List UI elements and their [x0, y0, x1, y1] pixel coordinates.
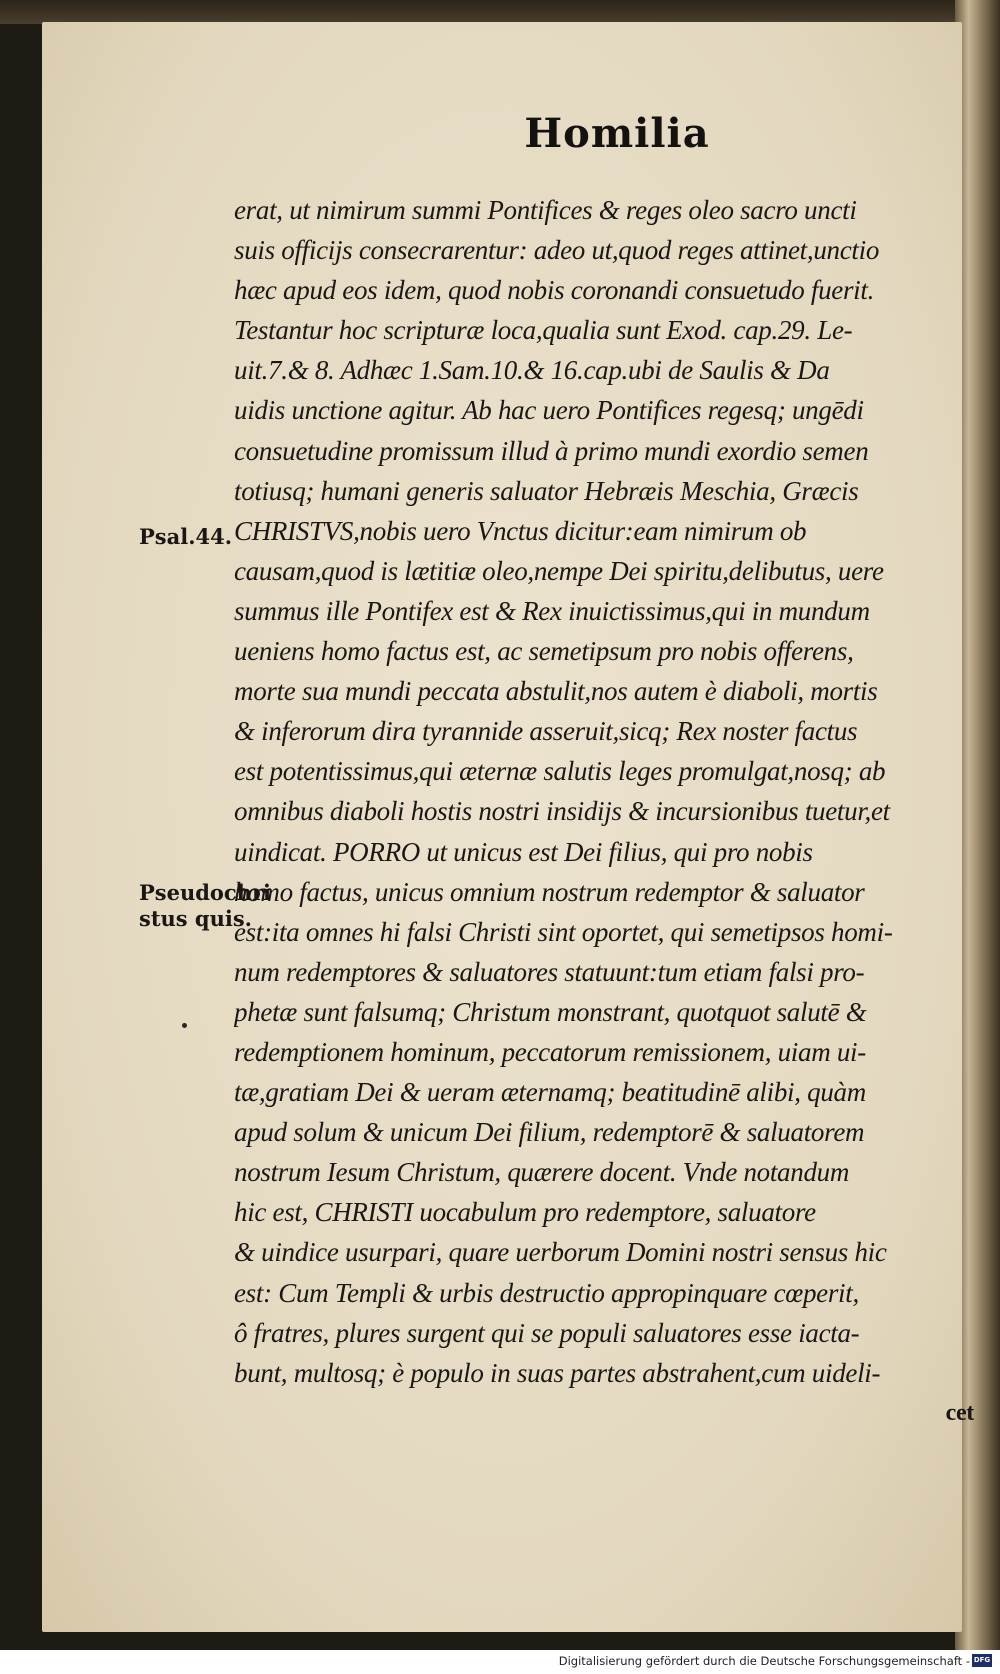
text-line: consuetudine promissum illud à primo mundi exordio semen — [234, 435, 869, 466]
text-line: est potentissimus,qui æternæ salutis leges promulgat,nosq; ab — [234, 756, 886, 787]
ink-dot — [182, 1023, 187, 1028]
marginal-note-text: stus quis. — [139, 906, 252, 931]
text-line: hic est, CHRISTI uocabulum pro redemptore, saluatore — [234, 1197, 816, 1228]
text-line: Testantur hoc scripturæ loca,qualia sunt Exod. cap.29. Le- — [234, 315, 853, 346]
text-line: summus ille Pontifex est & Rex inuictissimus,qui in mundum — [234, 595, 870, 626]
text-line: omnibus diaboli hostis nostri insidijs & incursionibus tuetur,et — [234, 796, 890, 827]
dfg-logo: DFG — [972, 1654, 992, 1667]
marginal-note-text: Psal.44. — [139, 524, 233, 549]
book-page — [42, 22, 974, 1632]
digitization-footer — [0, 1650, 1000, 1674]
text-line: num redemptores & saluatores statuunt:tum etiam falsi pro- — [234, 956, 865, 987]
catchword: cet — [945, 1399, 974, 1426]
marginal-note-text: Pseudochri — [139, 880, 272, 905]
text-line: causam,quod is lætitiæ oleo,nempe Dei spiritu,delibutus, uere — [234, 555, 884, 586]
text-line: est:ita omnes hi falsi Christi sint oportet, qui semetipsos homi- — [234, 916, 893, 947]
text-line: phetæ sunt falsumq; Christum monstrant, quotquot salutē & — [234, 996, 867, 1027]
text-line: apud solum & unicum Dei filium, redemptorē & saluatorem — [234, 1117, 865, 1148]
text-line: nostrum Iesum Christum, quærere docent. Vnde notandum — [234, 1157, 850, 1188]
text-line: totiusq; humani generis saluator Hebræis Meschia, Græcis — [234, 475, 859, 506]
text-line: erat, ut nimirum summi Pontifices & reges oleo sacro uncti — [234, 195, 857, 225]
text-line: redemptionem hominum, peccatorum remissionem, uiam ui- — [234, 1036, 866, 1067]
text-line: morte sua mundi peccata abstulit,nos autem è diaboli, mortis — [234, 676, 878, 707]
footer-credit: Digitalisierung gefördert durch die Deutsche Forschungsgemeinschaft - — [558, 1654, 970, 1668]
text-line: CHRISTVS,nobis uero Vnctus dicitur:eam nimirum ob — [234, 515, 807, 546]
text-line: uidis unctione agitur. Ab hac uero Pontifices regesq; ungēdi — [234, 395, 864, 426]
text-line: uit.7.& 8. Adhæc 1.Sam.10.& 16.cap.ubi de Saulis & Da — [234, 355, 830, 386]
text-line: suis officijs consecrarentur: adeo ut,quod reges attinet,unctio — [234, 235, 880, 266]
marginal-note-psalm — [139, 524, 232, 550]
text-line: tæ,gratiam Dei & ueram æternamq; beatitudinē alibi, quàm — [234, 1077, 866, 1108]
text-line: hæc apud eos idem, quod nobis coronandi consuetudo fuerit. — [234, 275, 875, 306]
text-line: homo factus, unicus omnium nostrum redemptor & saluator — [234, 876, 865, 907]
text-line: & uindice usurpari, quare uerborum Domini nostri sensus hic — [234, 1237, 887, 1268]
text-line: uindicat. PORRO ut unicus est Dei filius, qui pro nobis — [234, 836, 813, 867]
text-line: ô fratres, plures surgent qui se populi saluatores esse iacta- — [234, 1317, 860, 1348]
scan-top-edge — [0, 0, 1000, 24]
running-head: Homilia — [524, 110, 710, 157]
text-line: & inferorum dira tyrannide asseruit,sicq; Rex noster factus — [234, 716, 858, 747]
text-line: ueniens homo factus est, ac semetipsum pro nobis offerens, — [234, 636, 854, 667]
text-line: bunt, multosq; è populo in suas partes abstrahent,cum uideli- — [234, 1357, 881, 1388]
text-line: est: Cum Templi & urbis destructio appropinquare cœperit, — [234, 1277, 859, 1308]
body-text — [234, 190, 974, 1433]
